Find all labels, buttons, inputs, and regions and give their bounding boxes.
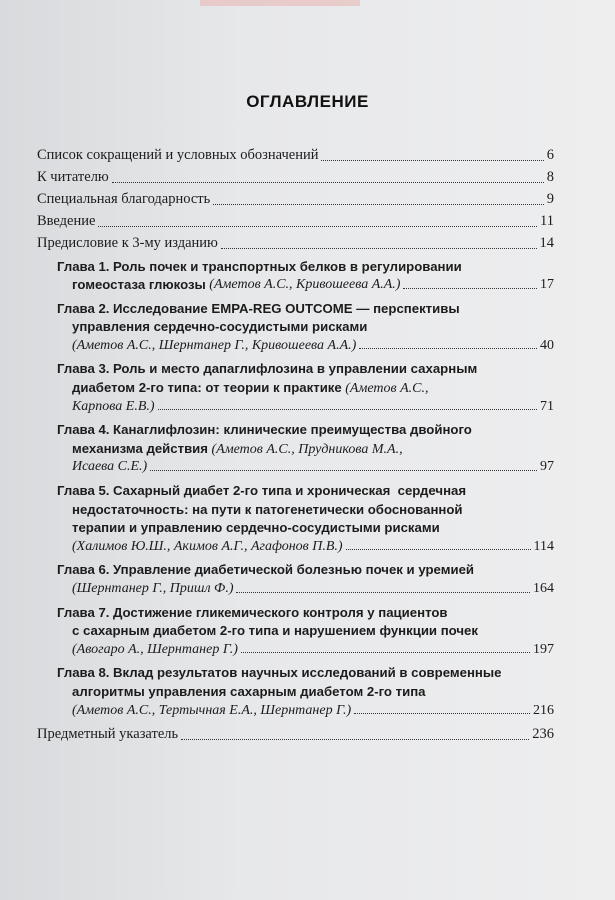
chapter-label: Глава 3. — [57, 361, 110, 377]
chapter-authors: (Аметов А.С., — [345, 381, 429, 397]
toc-chapter-3[interactable] — [57, 360, 554, 415]
toc-entry-title: Список сокращений и условных обозначений — [37, 147, 319, 163]
page-edge-mark — [200, 0, 360, 6]
chapter-authors: Исаева С.Е.) — [72, 459, 148, 475]
chapter-authors: (Аметов А.С., Кривошеева А.А.) — [209, 277, 401, 293]
chapter-page: 164 — [533, 581, 554, 596]
toc-entry-page: 11 — [540, 213, 554, 229]
chapter-authors: (Халимов Ю.Ш., Акимов А.Г., Агафонов П.В.) — [72, 538, 343, 554]
chapter-title-line: механизма действия — [72, 440, 208, 456]
chapter-title-line: Достижение гликемического контроля у пациентов — [112, 604, 448, 620]
toc-chapter-2[interactable] — [57, 300, 554, 355]
toc-entry-page: 14 — [539, 235, 554, 251]
dot-leader — [150, 470, 537, 471]
chapter-title-line: Роль и место дапаглифлозина в управлении сахарным — [112, 361, 478, 377]
table-of-contents — [37, 146, 554, 745]
toc-entry-introduction[interactable] — [37, 212, 554, 232]
toc-entry-title: К читателю — [37, 169, 109, 185]
toc-chapter-6[interactable] — [57, 561, 554, 597]
toc-entry-page: 8 — [546, 169, 554, 185]
chapter-title-line: Канаглифлозин: клинические преимущества двойного — [112, 422, 472, 438]
chapter-title-line: недостаточность: на пути к патогенетически обоснованной — [72, 501, 463, 517]
dot-leader — [403, 288, 537, 289]
chapter-page: 17 — [540, 277, 554, 293]
chapter-page: 197 — [533, 641, 554, 657]
dot-leader — [98, 226, 537, 227]
chapter-title-line: Сахарный диабет 2-го типа и хроническая сердечная — [112, 483, 467, 499]
chapter-page: 216 — [533, 702, 554, 718]
chapter-page: 97 — [540, 459, 554, 475]
dot-leader — [236, 592, 530, 593]
chapter-label: Глава 7. — [57, 604, 110, 620]
chapter-title-line: алгоритмы управления сахарным диабетом 2-го типа — [72, 683, 426, 699]
toc-entry-title: Предисловие к 3-му изданию — [37, 235, 218, 251]
toc-chapter-1[interactable] — [57, 258, 554, 294]
chapter-title-line: Роль почек и транспортных белков в регулировании — [112, 258, 462, 274]
page-title: ОГЛАВЛЕНИЕ — [246, 92, 369, 111]
dot-leader — [213, 204, 544, 205]
chapter-title-line: гомеостаза глюкозы — [72, 277, 206, 293]
toc-entry-page: 6 — [546, 147, 554, 163]
chapter-page: 40 — [540, 337, 554, 353]
chapter-authors: (Аметов А.С., Прудникова М.А., — [211, 441, 403, 457]
chapter-title-line: диабетом 2-го типа: от теории к практике — [72, 380, 342, 396]
dot-leader — [359, 348, 537, 349]
chapter-label: Глава 8. — [57, 665, 110, 681]
toc-entry-page: 9 — [546, 191, 554, 207]
toc-chapter-7[interactable] — [57, 604, 554, 659]
toc-entry-title: Специальная благодарность — [37, 191, 211, 207]
chapter-title-line: с сахарным диабетом 2-го типа и нарушением функции почек — [72, 623, 478, 639]
dot-leader — [354, 713, 530, 714]
toc-entry-to-reader[interactable] — [37, 168, 554, 188]
dot-leader — [241, 652, 530, 653]
chapter-title-line: управления сердечно-сосудистыми рисками — [72, 319, 368, 335]
chapter-label: Глава 2. — [57, 300, 110, 316]
chapter-title-line: Вклад результатов научных исследований в современные — [112, 665, 502, 681]
toc-chapter-4[interactable] — [57, 421, 554, 476]
toc-entry-preface[interactable] — [37, 234, 554, 254]
chapter-page: 71 — [540, 398, 554, 414]
chapter-title-line: Исследование EMPA-REG OUTCOME — перспективы — [112, 300, 460, 316]
chapter-authors: (Аметов А.С., Шернтанер Г., Кривошеева А.А.) — [72, 337, 357, 353]
chapter-title-line: Управление диабетической болезнью почек и уремией — [112, 562, 475, 578]
dot-leader — [321, 160, 543, 161]
chapter-authors: (Шернтанер Г., Пришл Ф.) — [72, 581, 234, 596]
chapter-authors: (Авогаро А., Шернтанер Г.) — [72, 641, 238, 657]
chapter-authors: Карпова Е.В.) — [72, 398, 155, 414]
toc-entry-page: 236 — [532, 726, 554, 743]
toc-chapter-8[interactable] — [57, 664, 554, 719]
dot-leader — [181, 739, 529, 740]
dot-leader — [158, 409, 537, 410]
chapter-page: 114 — [533, 538, 554, 554]
toc-chapter-5[interactable] — [57, 482, 554, 555]
dot-leader — [346, 549, 531, 550]
dot-leader — [112, 182, 544, 183]
toc-entry-acknowledgements[interactable] — [37, 190, 554, 210]
chapter-label: Глава 5. — [57, 483, 110, 499]
chapter-authors: (Аметов А.С., Тертычная Е.А., Шернтанер Г.) — [72, 702, 352, 718]
chapter-label: Глава 4. — [57, 422, 110, 438]
chapter-label: Глава 6. — [57, 562, 110, 578]
chapter-title-line: терапии и управлению сердечно-сосудистыми рисками — [72, 520, 440, 536]
chapter-label: Глава 1. — [57, 258, 110, 274]
toc-entry-title: Введение — [37, 213, 96, 229]
toc-entry-abbreviations[interactable] — [37, 146, 554, 166]
toc-entry-subject-index[interactable] — [37, 725, 554, 745]
toc-entry-title: Предметный указатель — [37, 726, 179, 743]
dot-leader — [221, 248, 537, 249]
